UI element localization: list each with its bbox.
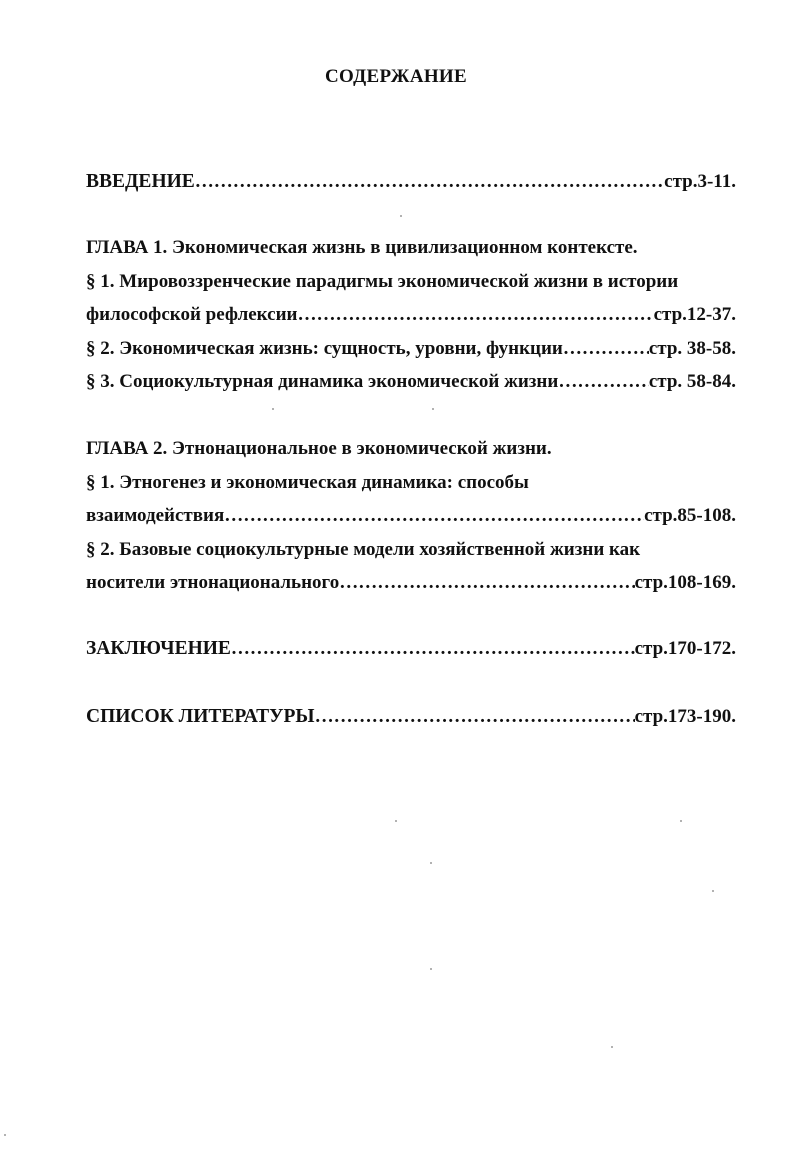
chapter-1-heading: ГЛАВА 1. Экономическая жизнь в цивилизационном контексте. [86,237,638,258]
toc-entry-intro [86,170,736,194]
toc-entry-ch2-s2 [86,571,736,595]
scan-speck [430,862,432,864]
toc-label: ЗАКЛЮЧЕНИЕ [86,638,231,659]
toc-leader [224,504,644,528]
chapter-2-section-1-line-1: § 1. Этногенез и экономическая динамика: способы [86,472,529,493]
toc-leader [558,370,649,394]
scan-speck [430,968,432,970]
scan-speck [272,408,274,410]
toc-page-ref: стр.85-108. [644,505,736,526]
toc-entry-ch1-s2 [86,337,736,361]
toc-leader [339,571,634,595]
toc-label: носители этнонационального [86,572,340,593]
toc-label: СПИСОК ЛИТЕРАТУРЫ [86,706,315,727]
toc-page-ref: стр.170-172. [634,638,736,659]
toc-label: § 2. Экономическая жизнь: сущность, уровни, функции [86,338,563,359]
toc-entry-ch1-s1 [86,303,736,327]
toc-leader [563,337,649,361]
toc-page-ref: стр.12-37. [653,304,736,325]
toc-page-ref: стр.3-11. [664,171,736,192]
chapter-1-section-1-line-1: § 1. Мировоззренческие парадигмы экономической жизни в истории [86,271,679,292]
scan-speck [712,890,714,892]
toc-page-ref: стр.173-190. [634,706,736,727]
page-title: СОДЕРЖАНИЕ [325,66,467,87]
scan-speck [611,1046,613,1048]
toc-entry-ch2-s1 [86,504,736,528]
scan-speck [680,820,682,822]
scan-speck [400,215,402,217]
chapter-2-heading: ГЛАВА 2. Этнонациональное в экономической жизни. [86,438,552,459]
toc-page-ref: стр.108-169. [634,572,736,593]
toc-leader [195,170,664,194]
toc-label: ВВЕДЕНИЕ [86,171,195,192]
toc-label: взаимодействия [86,505,225,526]
toc-entry-conclusion [86,637,736,661]
toc-leader [231,637,635,661]
toc-label: § 3. Социокультурная динамика экономической жизни [86,371,559,392]
toc-leader [315,705,635,729]
scan-speck [4,1134,6,1136]
chapter-2-section-2-line-1: § 2. Базовые социокультурные модели хозяйственной жизни как [86,539,641,560]
toc-entry-ch1-s3 [86,370,736,394]
toc-label: философской рефлексии [86,304,298,325]
toc-entry-references [86,705,736,729]
toc-leader [297,303,653,327]
toc-page-ref: стр. 58-84. [648,371,736,392]
toc-page-ref: стр. 38-58. [648,338,736,359]
scan-speck [395,820,397,822]
scan-speck [432,408,434,410]
